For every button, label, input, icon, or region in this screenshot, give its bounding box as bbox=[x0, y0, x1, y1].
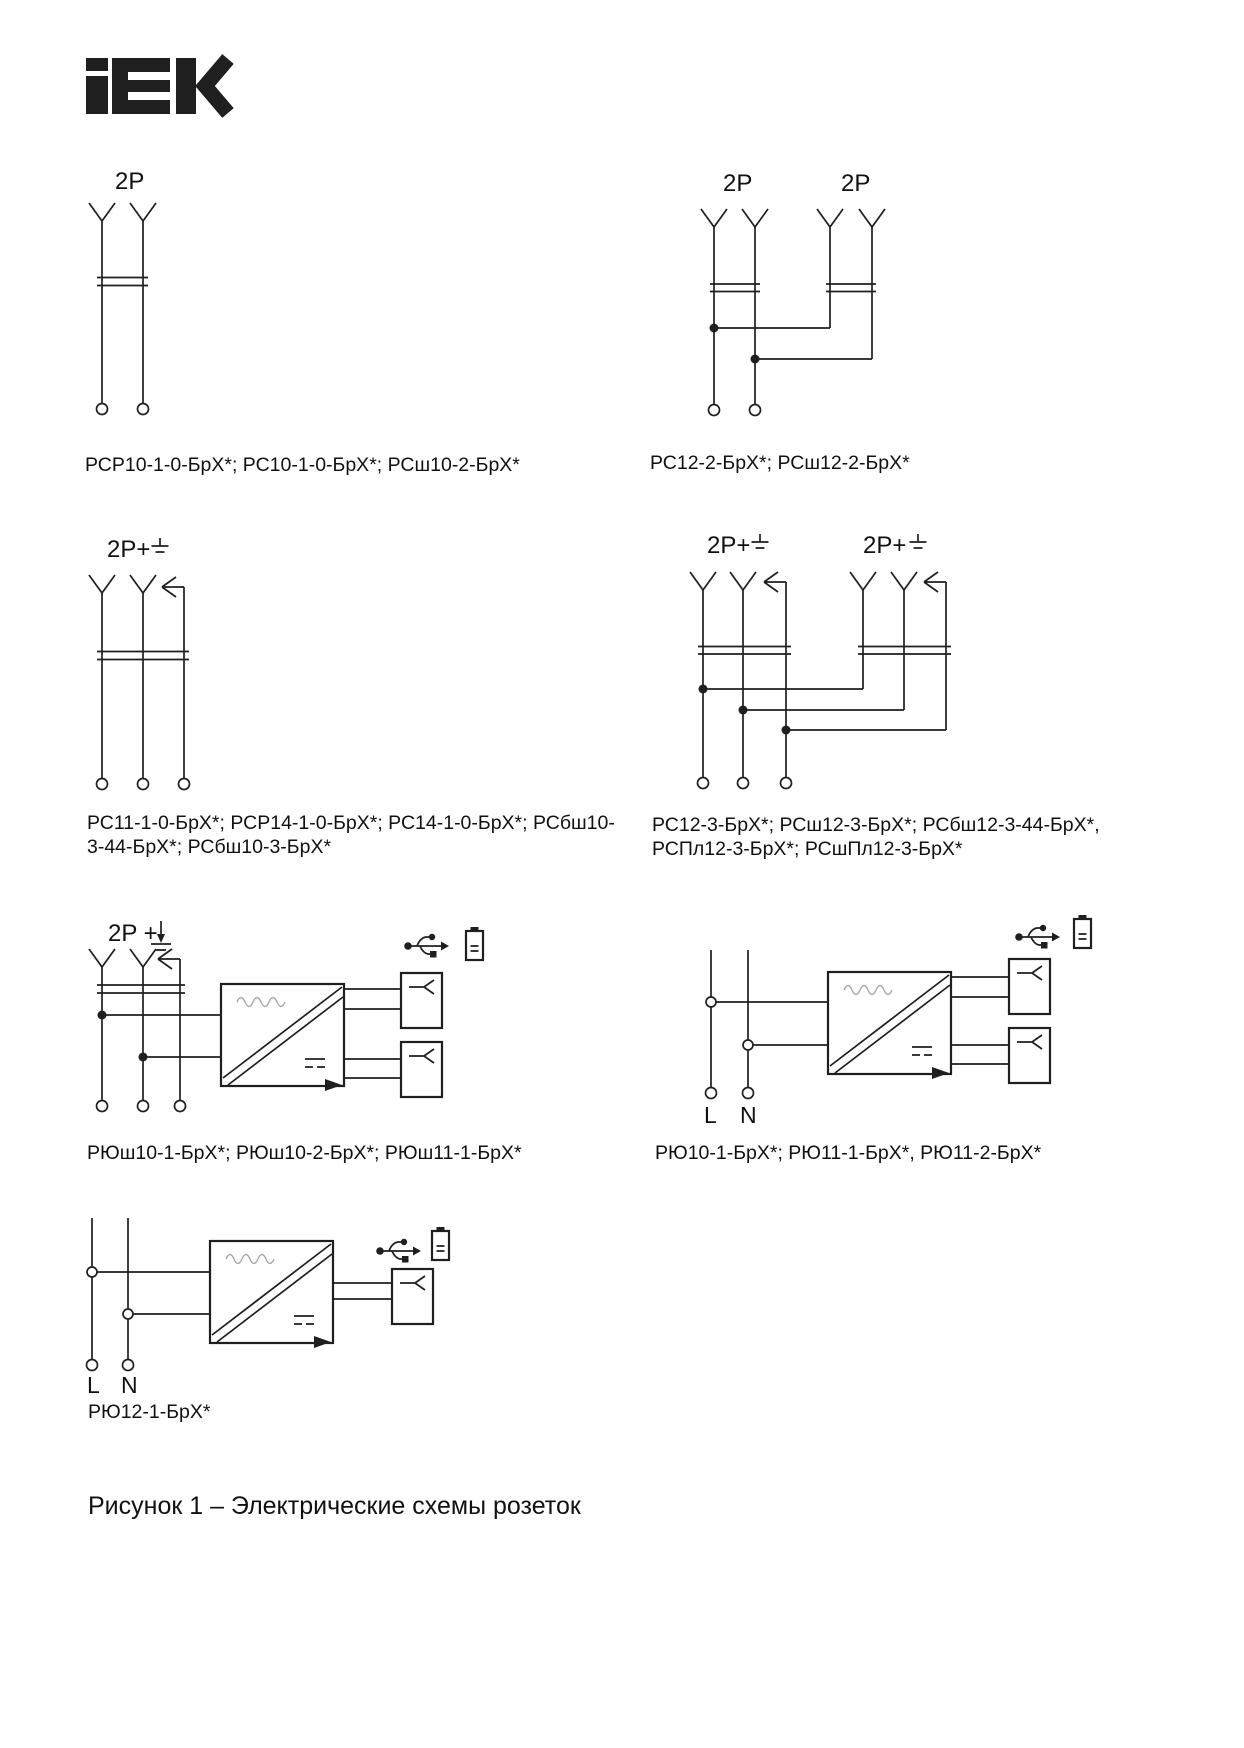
earth-pin-arrow-icon bbox=[162, 577, 184, 597]
caption-d6: РЮ10-1-БрХ*; РЮ11-1-БрХ*, РЮ11-2-БрХ* bbox=[655, 1142, 1042, 1164]
socket-pin-icon bbox=[690, 572, 716, 590]
pole-wires bbox=[102, 587, 184, 778]
pole-wires bbox=[714, 227, 872, 404]
usb-port-box bbox=[1009, 1028, 1050, 1083]
schematic-block-2x2p bbox=[701, 170, 885, 416]
battery-charging-icon bbox=[432, 1227, 449, 1260]
pole-label: 2P+ bbox=[107, 536, 151, 563]
iek-logo bbox=[86, 58, 228, 114]
earth-icon bbox=[910, 534, 927, 548]
connection-bars bbox=[97, 278, 148, 286]
usb-icon bbox=[404, 934, 449, 958]
pole-wires bbox=[102, 221, 143, 403]
pole-label: 2P bbox=[115, 168, 145, 195]
neutral-label: N bbox=[740, 1102, 757, 1128]
schematic-usb-ln-single bbox=[87, 1218, 450, 1398]
logo-i-dot bbox=[86, 58, 108, 71]
ac-dc-converter bbox=[221, 984, 344, 1091]
socket-pin-icon bbox=[130, 575, 156, 593]
terminal-circle bbox=[698, 778, 709, 789]
socket-pin-icon bbox=[701, 209, 727, 227]
neutral-label: N bbox=[121, 1372, 138, 1398]
terminal-circle bbox=[175, 1101, 186, 1112]
junction-dot bbox=[739, 706, 748, 715]
line-label: L bbox=[704, 1102, 717, 1128]
junction-terminal bbox=[87, 1267, 97, 1277]
pole-label-left: 2P bbox=[723, 170, 753, 197]
usb-port-box bbox=[1009, 959, 1050, 1014]
figure-caption: Рисунок 1 – Электрические схемы розеток bbox=[88, 1492, 581, 1520]
terminal-circle bbox=[750, 405, 761, 416]
socket-pin-icon bbox=[130, 949, 156, 967]
earth-icon bbox=[152, 538, 169, 552]
terminal-circle bbox=[138, 1101, 149, 1112]
usb-port-box bbox=[401, 1042, 442, 1097]
line-label: L bbox=[87, 1372, 100, 1398]
pole-label-right: 2P bbox=[841, 170, 871, 197]
caption-d4: РС12-3-БрХ*; РСш12-3-БрХ*; РСбш12-3-44-БрХ*, РСПл12-3-БрХ*; РСшПл12-3-БрХ* bbox=[652, 814, 1100, 861]
socket-pin-icon bbox=[89, 575, 115, 593]
usb-port-box bbox=[401, 973, 442, 1028]
schematic-usb-ln bbox=[704, 915, 1091, 1128]
link-wires bbox=[92, 1272, 210, 1314]
terminal-circle bbox=[709, 405, 720, 416]
socket-pin-icon bbox=[891, 572, 917, 590]
junction-dot bbox=[98, 1011, 107, 1020]
junction-dot bbox=[782, 726, 791, 735]
junction-dot bbox=[751, 355, 760, 364]
earth-icon bbox=[752, 534, 769, 548]
link-wires bbox=[711, 1002, 828, 1045]
schematic-socket-2p-earth bbox=[89, 536, 190, 790]
output-wires bbox=[333, 1283, 392, 1299]
output-wires bbox=[344, 989, 401, 1078]
junction-terminal bbox=[706, 997, 716, 1007]
pole-label-right: 2P+ bbox=[863, 532, 907, 559]
terminal-circle bbox=[97, 1101, 108, 1112]
caption-d1: РСР10-1-0-БрХ*; РС10-1-0-БрХ*; РСш10-2-БрХ* bbox=[85, 454, 520, 476]
terminal-circle bbox=[743, 1088, 754, 1099]
pole-wires bbox=[711, 950, 748, 1088]
pole-wires bbox=[92, 1218, 128, 1360]
battery-charging-icon bbox=[1074, 915, 1091, 948]
terminal-circle bbox=[138, 404, 149, 415]
socket-pin-icon bbox=[89, 949, 115, 967]
socket-pin-icon bbox=[730, 572, 756, 590]
socket-pin-icon bbox=[817, 209, 843, 227]
caption-d3: РС11-1-0-БрХ*; РСР14-1-0-БрХ*; РС14-1-0-БрХ*; РСбш10-3-44-БрХ*; РСбш10-3-БрХ* bbox=[87, 812, 615, 859]
connection-bars bbox=[698, 647, 951, 655]
pole-label: 2P + bbox=[108, 920, 158, 947]
pole-wires bbox=[703, 582, 946, 777]
junction-terminal bbox=[123, 1309, 133, 1319]
usb-icon bbox=[376, 1239, 421, 1263]
schematic-usb-socket-2p-earth bbox=[89, 920, 483, 1112]
logo-i-body bbox=[86, 76, 108, 114]
link-wires bbox=[714, 328, 872, 359]
connection-bars bbox=[97, 985, 185, 993]
ac-dc-converter bbox=[210, 1241, 333, 1348]
pole-wires bbox=[102, 959, 180, 1100]
terminal-circle bbox=[97, 779, 108, 790]
terminal-circle bbox=[87, 1360, 98, 1371]
terminal-circle bbox=[781, 778, 792, 789]
earth-pin-arrow-icon bbox=[158, 949, 180, 969]
earth-pin-arrow-icon bbox=[924, 572, 946, 592]
socket-pin-icon bbox=[742, 209, 768, 227]
terminal-circle bbox=[123, 1360, 134, 1371]
earth-pin-arrow-icon bbox=[764, 572, 786, 592]
junction-dot bbox=[699, 685, 708, 694]
connection-bars bbox=[710, 284, 876, 292]
socket-pin-icon bbox=[850, 572, 876, 590]
logo-k-arms bbox=[205, 59, 228, 113]
output-wires bbox=[951, 977, 1009, 1064]
socket-pin-icon bbox=[859, 209, 885, 227]
logo-e bbox=[112, 58, 170, 114]
terminal-circle bbox=[138, 779, 149, 790]
caption-d2: РС12-2-БрХ*; РСш12-2-БрХ* bbox=[650, 452, 910, 474]
usb-icon bbox=[1015, 925, 1060, 949]
socket-pin-icon bbox=[130, 203, 156, 221]
schematic-socket-2p bbox=[89, 168, 156, 415]
terminal-circle bbox=[97, 404, 108, 415]
pole-label-left: 2P+ bbox=[707, 532, 751, 559]
terminal-circle bbox=[179, 779, 190, 790]
junction-dot bbox=[139, 1053, 148, 1062]
junction-dot bbox=[710, 324, 719, 333]
socket-pin-icon bbox=[89, 203, 115, 221]
usb-port-box bbox=[392, 1269, 433, 1324]
logo-k-bar bbox=[176, 58, 196, 114]
ac-dc-converter bbox=[828, 972, 951, 1079]
caption-d7: РЮ12-1-БрХ* bbox=[88, 1401, 211, 1423]
battery-charging-icon bbox=[466, 927, 483, 960]
caption-d5: РЮш10-1-БрХ*; РЮш10-2-БрХ*; РЮш11-1-БрХ* bbox=[87, 1142, 522, 1164]
link-wires bbox=[102, 1015, 221, 1057]
junction-terminal bbox=[743, 1040, 753, 1050]
terminal-circle bbox=[738, 778, 749, 789]
terminal-circle bbox=[706, 1088, 717, 1099]
schematic-block-2x2p-earth bbox=[690, 532, 951, 789]
